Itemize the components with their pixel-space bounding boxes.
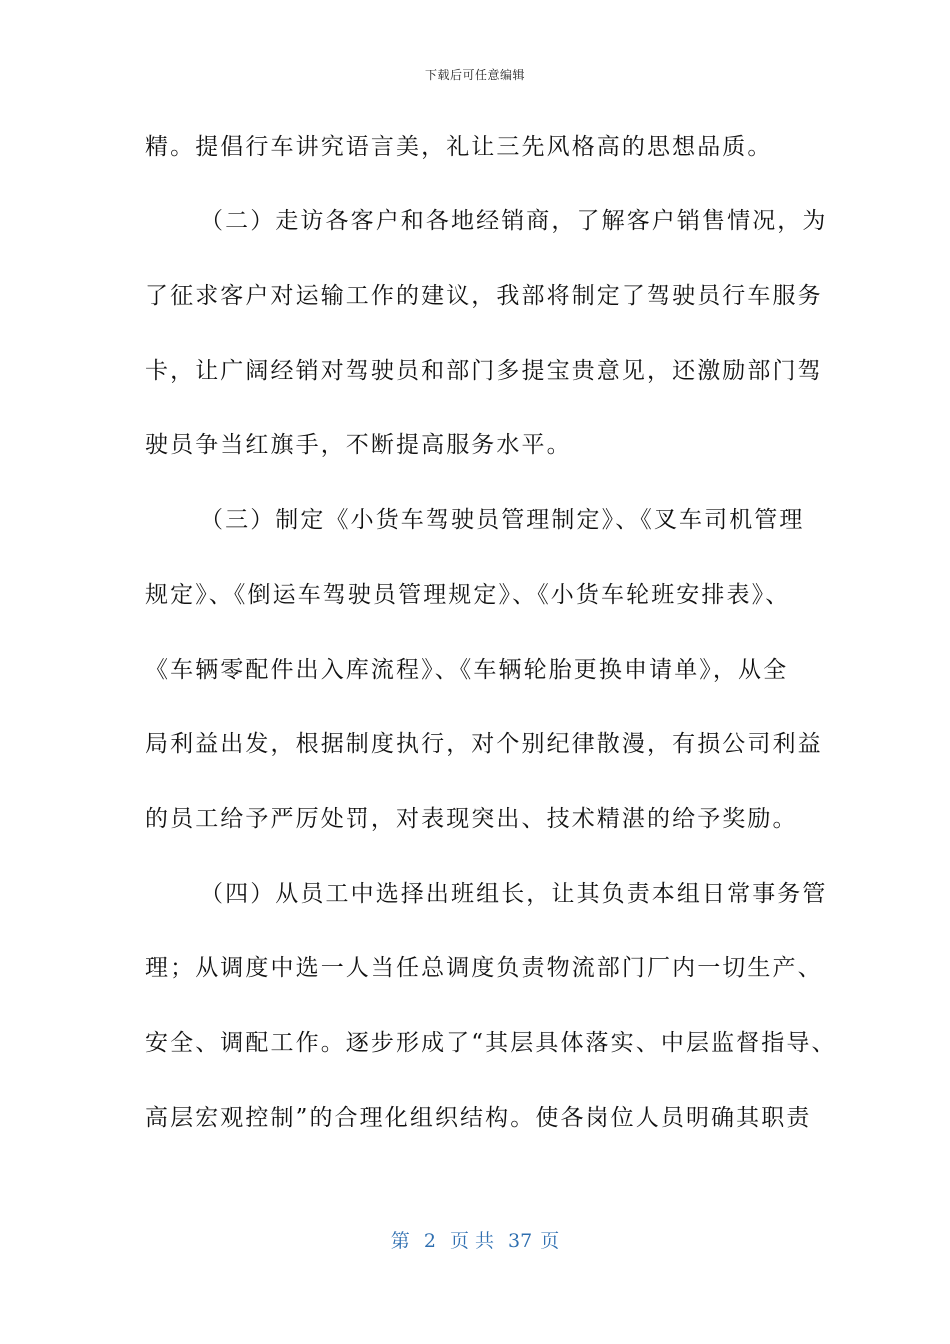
- body-line: 局利益出发，根据制度执行，对个别纪律散漫，有损公司利益: [145, 731, 823, 757]
- body-line: （四）从员工中选择出班组长，让其负责本组日常事务管: [200, 881, 828, 907]
- footer-total-pages: 37: [508, 1230, 533, 1252]
- body-line: 安全、调配工作。逐步形成了“其层具体落实、中层监督指导、: [145, 1030, 837, 1056]
- footer-suffix: 页: [540, 1230, 560, 1252]
- footer-middle: 页 共: [449, 1230, 494, 1252]
- body-line: 《车辆零配件出入库流程》、《车辆轮胎更换申请单》，从全: [145, 657, 789, 683]
- footer-page-number: 2: [423, 1230, 436, 1252]
- body-line: 精。提倡行车讲究语言美，礼让三先风格高的思想品质。: [145, 134, 773, 160]
- page-footer: [0, 1226, 950, 1253]
- body-line: 驶员争当红旗手，不断提高服务水平。: [145, 432, 572, 458]
- footer-prefix: 第: [390, 1230, 410, 1252]
- body-line: 卡，让广阔经销对驾驶员和部门多提宝贵意见，还激励部门驾: [145, 358, 823, 384]
- body-line: 理；从调度中选一人当任总调度负责物流部门厂内一切生产、: [145, 955, 823, 981]
- body-line: （二）走访各客户和各地经销商，了解客户销售情况，为: [200, 208, 828, 234]
- page-header: 下载后可任意编辑: [424, 68, 525, 82]
- body-line: 了征求客户对运输工作的建议，我部将制定了驾驶员行车服务: [145, 283, 823, 309]
- body-line: 规定》、《倒运车驾驶员管理规定》、《小货车轮班安排表》、: [145, 582, 791, 608]
- body-line: 高层宏观控制”的合理化组织结构。使各岗位人员明确其职责: [145, 1105, 812, 1131]
- body-line: （三）制定《小货车驾驶员管理制定》、《叉车司机管理: [200, 507, 805, 533]
- body-line: 的员工给予严厉处罚，对表现突出、技术精湛的给予奖励。: [145, 806, 798, 832]
